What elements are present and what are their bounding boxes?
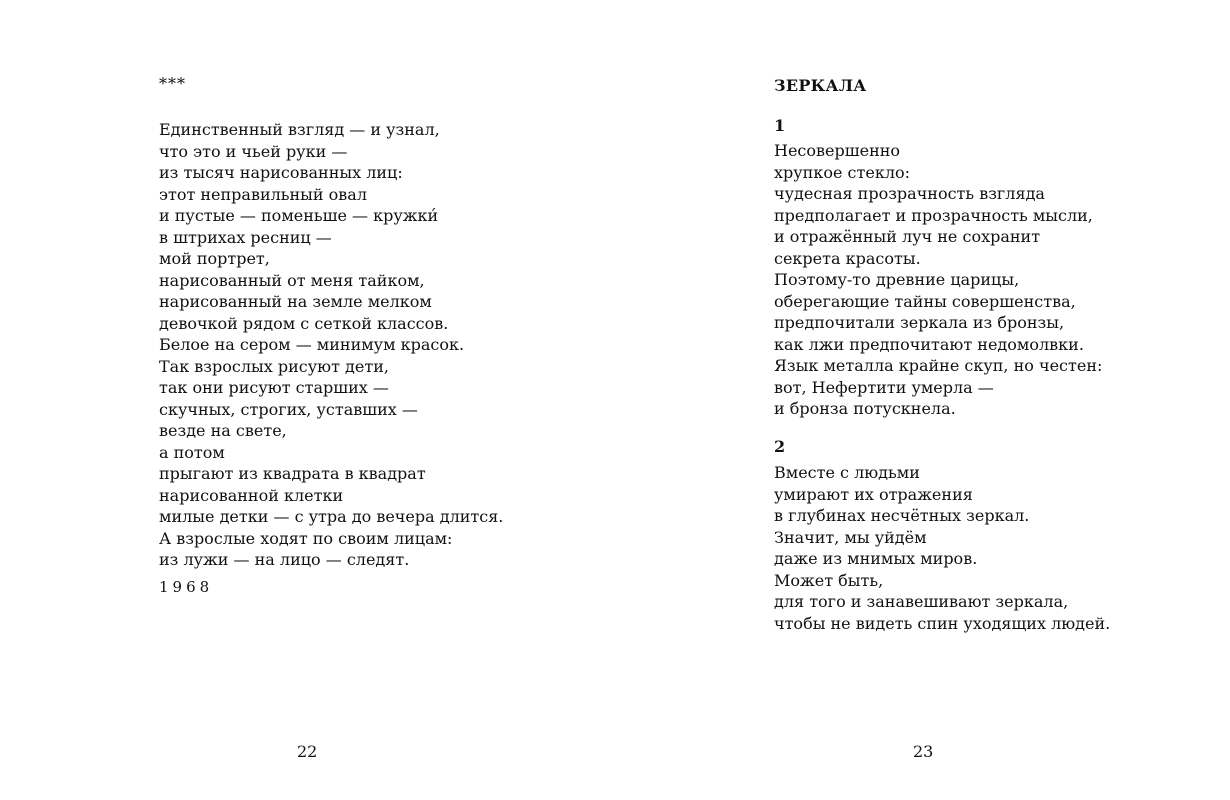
poem-line: оберегающие тайны совершенства,	[774, 291, 1076, 311]
poem-line: вот, Нефертити умерла —	[774, 377, 994, 397]
poem-line: Поэтому-то древние царицы,	[774, 270, 1020, 289]
poem-line: и отражённый луч не сохранит	[774, 227, 1041, 246]
section-1-text	[774, 140, 1102, 420]
right-page	[615, 0, 1230, 800]
poem-line: Единственный взгляд — и узнал,	[159, 120, 440, 139]
poem-line: скучных, строгих, уставших —	[159, 399, 418, 419]
poem-line: что это и чьей руки —	[159, 141, 348, 161]
poem-line: Значит, мы уйдём	[774, 527, 927, 547]
poem-line: чудесная прозрачность взгляда	[774, 184, 1045, 203]
poem-line: чтобы не видеть спин уходящих людей.	[774, 613, 1111, 633]
poem-line: предпочитали зеркала из бронзы,	[774, 313, 1065, 332]
poem-title: ЗЕРКАЛА	[774, 76, 867, 95]
page-number-right: 23	[913, 742, 934, 761]
section-number-1: 1	[774, 116, 786, 135]
section-2-text	[774, 462, 1110, 634]
poem-line: умирают их отражения	[774, 484, 973, 504]
poem-line: прыгают из квадрата в квадрат	[159, 464, 426, 483]
section-number-2: 2	[774, 437, 786, 456]
poem-line: в глубинах несчётных зеркал.	[774, 506, 1030, 525]
poem-line: везде на свете,	[159, 421, 287, 440]
poem-line: Язык металла крайне скуп, но честен:	[774, 356, 1103, 375]
poem-line: так они рисуют старших —	[159, 378, 389, 397]
poem-separator-stars: ***	[159, 74, 186, 93]
poem-line: как лжи предпочитают недомолвки.	[774, 334, 1084, 354]
poem-line: и бронза потускнела.	[774, 399, 956, 418]
poem-line: а потом	[159, 442, 225, 462]
poem-line: Несовершенно	[774, 141, 901, 160]
poem-text	[159, 119, 503, 571]
poem-line: девочкой рядом с сеткой классов.	[159, 313, 449, 333]
poem-year: 1968	[159, 578, 214, 596]
poem-line: из тысяч нарисованных лиц:	[159, 163, 403, 182]
poem-line: Может быть,	[774, 570, 884, 590]
poem-line: нарисованный от меня тайком,	[159, 270, 425, 290]
poem-line: милые детки — с утра до вечера длится.	[159, 507, 504, 526]
poem-line: нарисованной клетки	[159, 485, 344, 505]
poem-line: этот неправильный овал	[159, 184, 367, 204]
poem-line: Белое на сером — минимум красок.	[159, 335, 465, 354]
poem-line: и пустые — поменьше — кружки́	[159, 206, 439, 225]
poem-line: нарисованный на земле мелком	[159, 292, 432, 311]
poem-line: даже из мнимых миров.	[774, 549, 978, 568]
poem-line: мой портрет,	[159, 249, 270, 268]
poem-line: хрупкое стекло:	[774, 162, 910, 182]
poem-line: Вместе с людьми	[774, 463, 920, 482]
poem-line: предполагает и прозрачность мысли,	[774, 205, 1093, 225]
poem-line: Так взрослых рисуют дети,	[159, 356, 389, 376]
poem-line: секрета красоты.	[774, 248, 921, 268]
poem-line: А взрослые ходят по своим лицам:	[159, 528, 453, 548]
poem-line: в штрихах ресниц —	[159, 227, 332, 247]
page-number-left: 22	[297, 742, 318, 761]
poem-line: из лужи — на лицо — следят.	[159, 550, 410, 569]
poem-line: для того и занавешивают зеркала,	[774, 592, 1069, 611]
